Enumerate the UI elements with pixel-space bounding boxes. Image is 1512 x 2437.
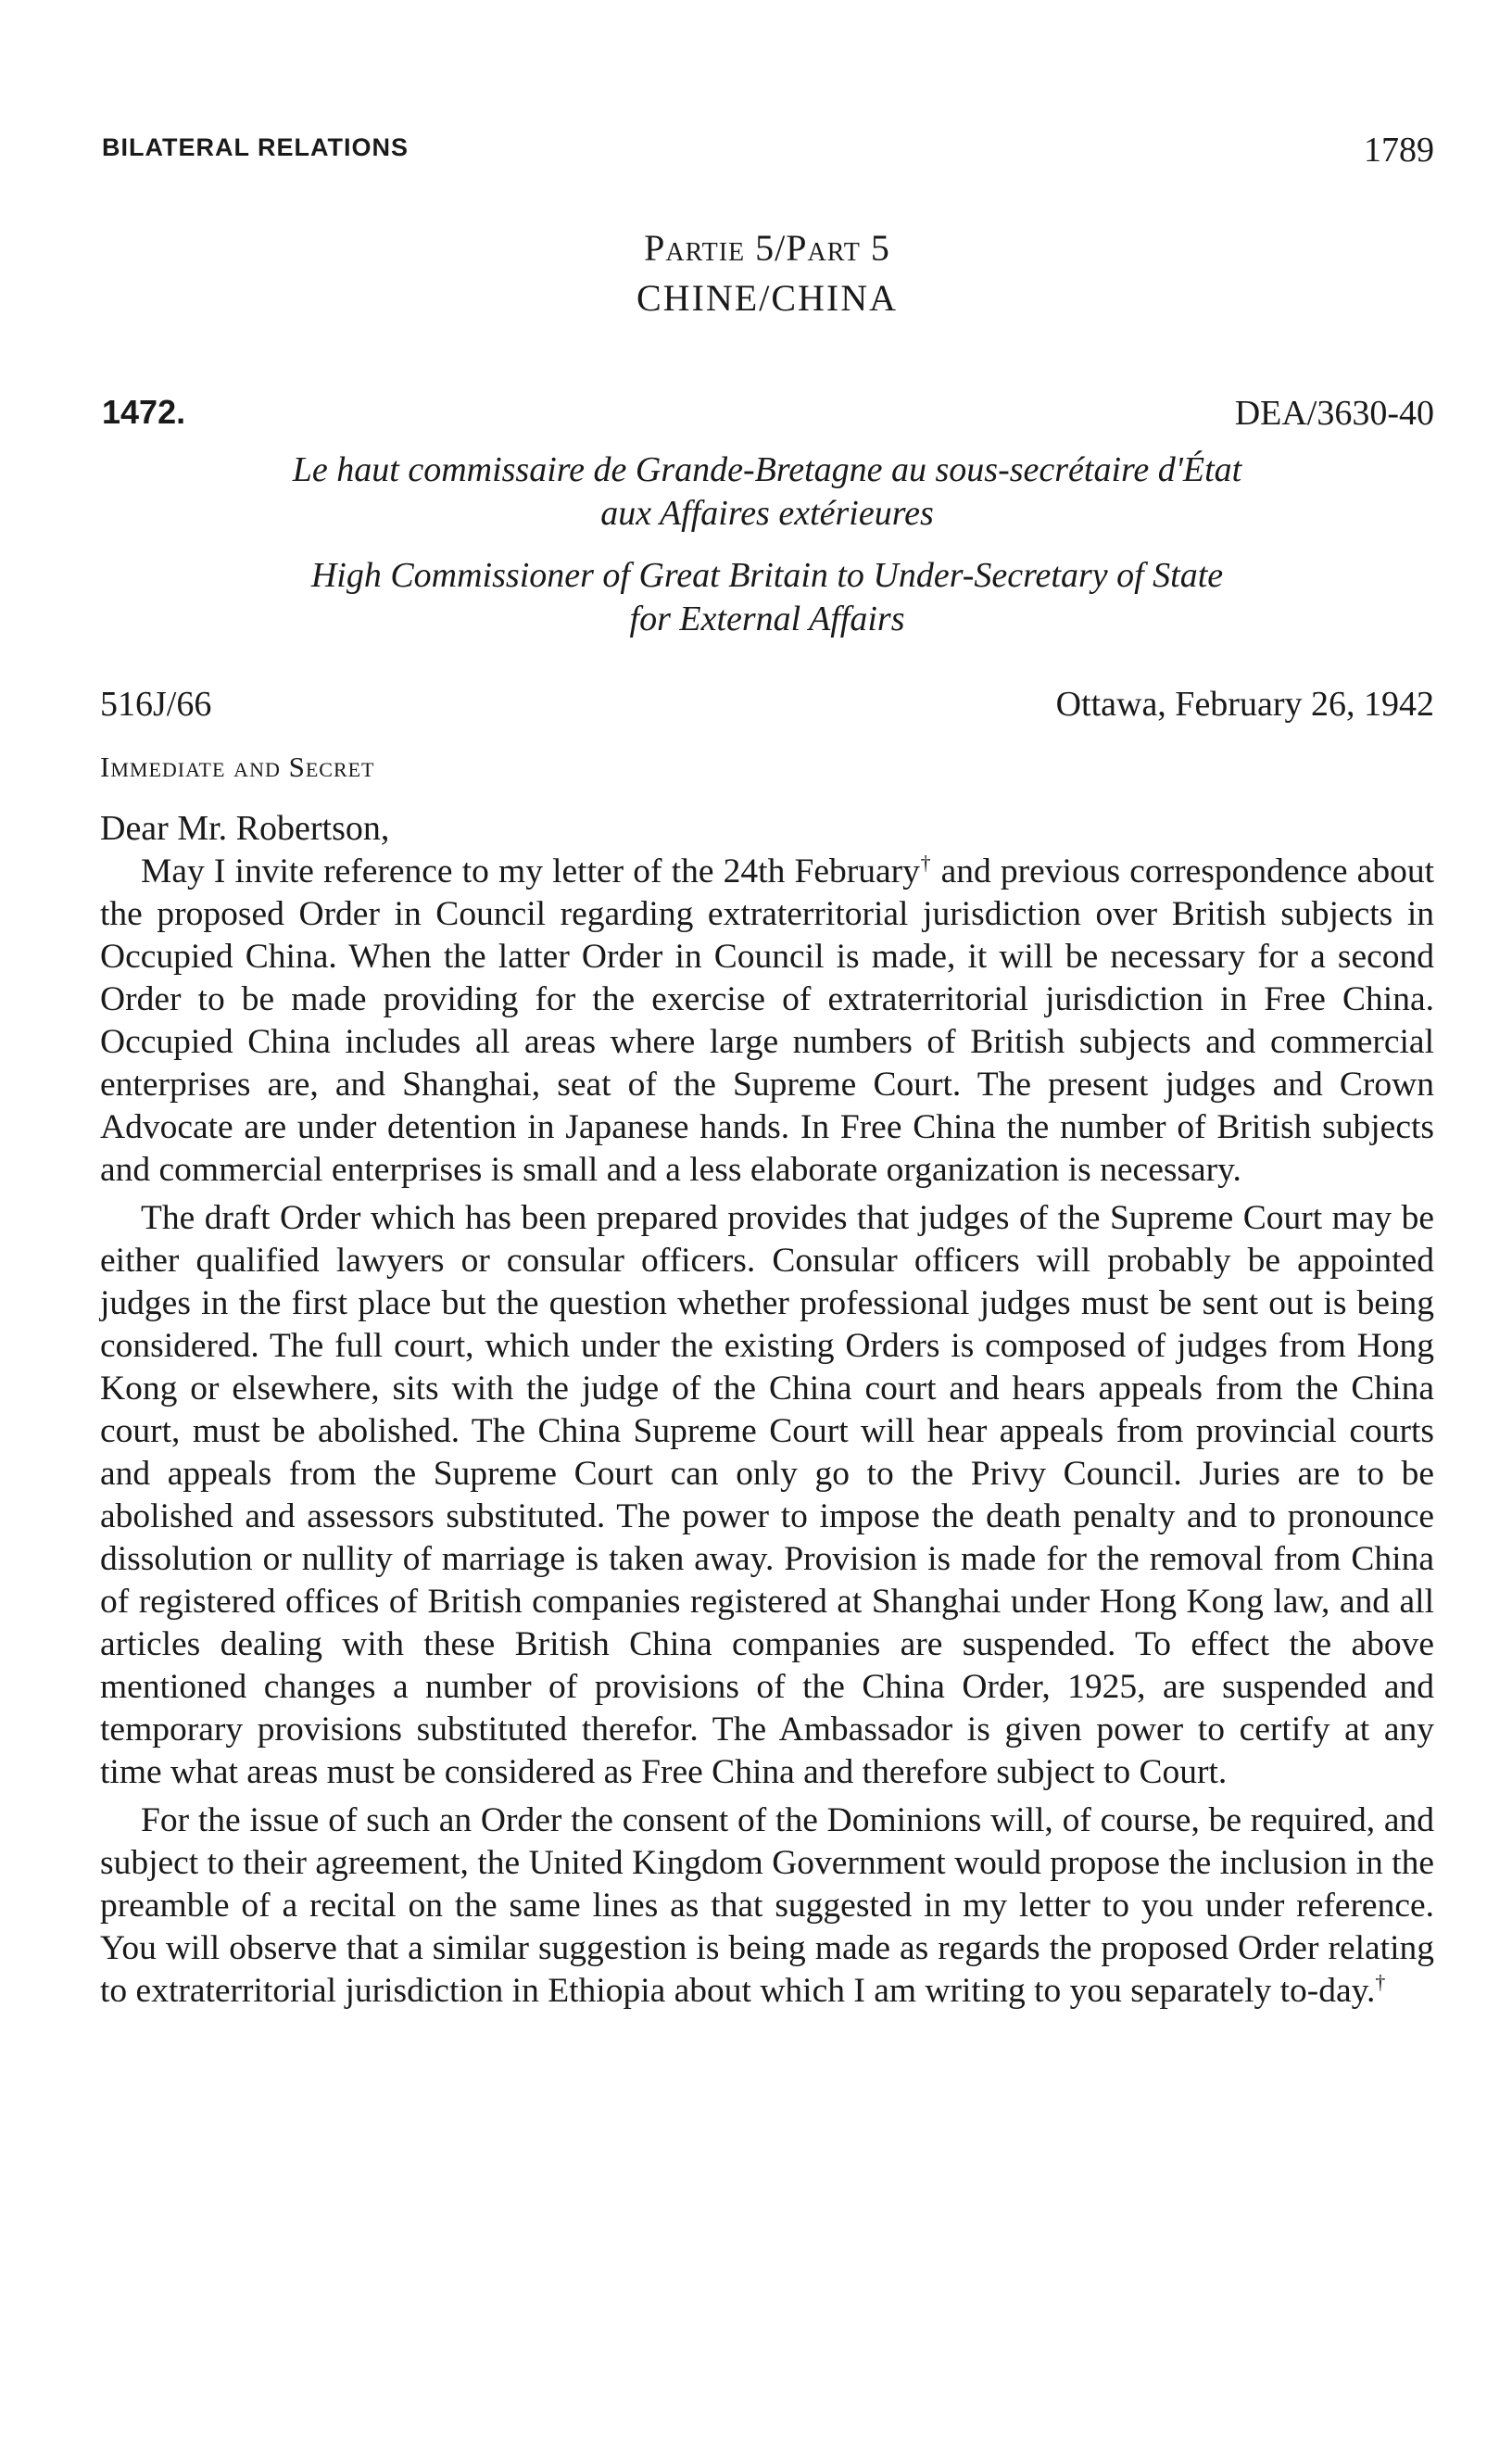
running-title: BILATERAL RELATIONS <box>102 133 409 161</box>
file-reference: DEA/3630-40 <box>1234 394 1434 433</box>
paragraph-3 <box>100 1799 1434 2013</box>
document-number: 1472. <box>102 393 186 431</box>
reference-date-line <box>100 684 1434 730</box>
letter-body <box>100 851 1434 2018</box>
running-head <box>100 130 1434 176</box>
page-number: 1789 <box>1364 131 1434 170</box>
classification: Immediate and Secret <box>100 751 375 783</box>
title-fr-line-1: Le haut commissaire de Grande-Bretagne au sous-secrétaire d'État <box>292 450 1242 489</box>
document-number-line <box>100 393 1434 439</box>
paragraph-1-start: May I invite reference to my letter of the 24th February <box>141 852 920 890</box>
country-heading: CHINE/CHINA <box>636 277 898 319</box>
document-page <box>100 0 1434 2437</box>
reference-number: 516J/66 <box>100 685 212 724</box>
paragraph-3-text: For the issue of such an Order the consent of the Dominions will, of course, be required, and subject to their agreement, the United Kingdom Government would propose the inclusion in the preamble of a recital on the same lines as that suggested in my letter to you under reference. You will observe that a similar suggestion is being made as regards the proposed Order relating to extraterritorial jurisdiction in Ethiopia about which I am writing to you separately to-day. <box>100 1801 1434 2010</box>
dagger-footnote-mark: † <box>1375 1970 1386 1994</box>
place-date: Ottawa, February 26, 1942 <box>1055 685 1434 724</box>
title-en-line-2: for External Affairs <box>629 600 905 638</box>
paragraph-1-rest: and previous correspondence about the proposed Order in Council regarding extraterritorial jurisdiction over British subjects in Occupied China. When the latter Order in Council is made, it will be necessary for a second Order to be made providing for the exercise of extraterritorial jurisdiction in Free China. Occupied China includes all areas where large numbers of British subjects and commercial enterprises are, and Shanghai, seat of the Supreme Court. The present judges and Crown Advocate are under detention in Japanese hands. In Free China the number of British subjects and commercial enterprises is small and a less elaborate organization is necessary. <box>100 852 1434 1189</box>
salutation: Dear Mr. Robertson, <box>100 809 390 848</box>
document-title-french <box>100 448 1434 536</box>
paragraph-2: The draft Order which has been prepared provides that judges of the Supreme Court may be either qualified lawyers or consular officers. Consular officers will probably be appointed judges in the first place but the question whether professional judges must be sent out is being considered. The full court, which under the existing Orders is composed of judges from Hong Kong or elsewhere, sits with the judge of the China court and hears appeals from the China court, must be abolished. The China Supreme Court will hear appeals from provincial courts and appeals from the Supreme Court can only go to the Privy Council. Juries are to be abolished and assessors substituted. The power to impose the death penalty and to pronounce dissolution or nullity of marriage is taken away. Provision is made for the removal from China of registered offices of British companies registered at Shanghai under Hong Kong law, and all articles dealing with these British China companies are suspended. To effect the above mentioned changes a number of provisions of the China Order, 1925, are suspended and temporary provisions substituted therefor. The Ambassador is given power to certify at any time what areas must be considered as Free China and therefore subject to Court. <box>100 1199 1434 1791</box>
title-en-line-1: High Commissioner of Great Britain to Under-Secretary of State <box>310 556 1224 595</box>
paragraph-1 <box>100 851 1434 1192</box>
document-title-english <box>100 554 1434 641</box>
dagger-footnote-mark: † <box>919 851 932 875</box>
title-fr-line-2: aux Affaires extérieures <box>600 494 934 533</box>
part-heading: Partie 5/Part 5 <box>644 227 890 269</box>
